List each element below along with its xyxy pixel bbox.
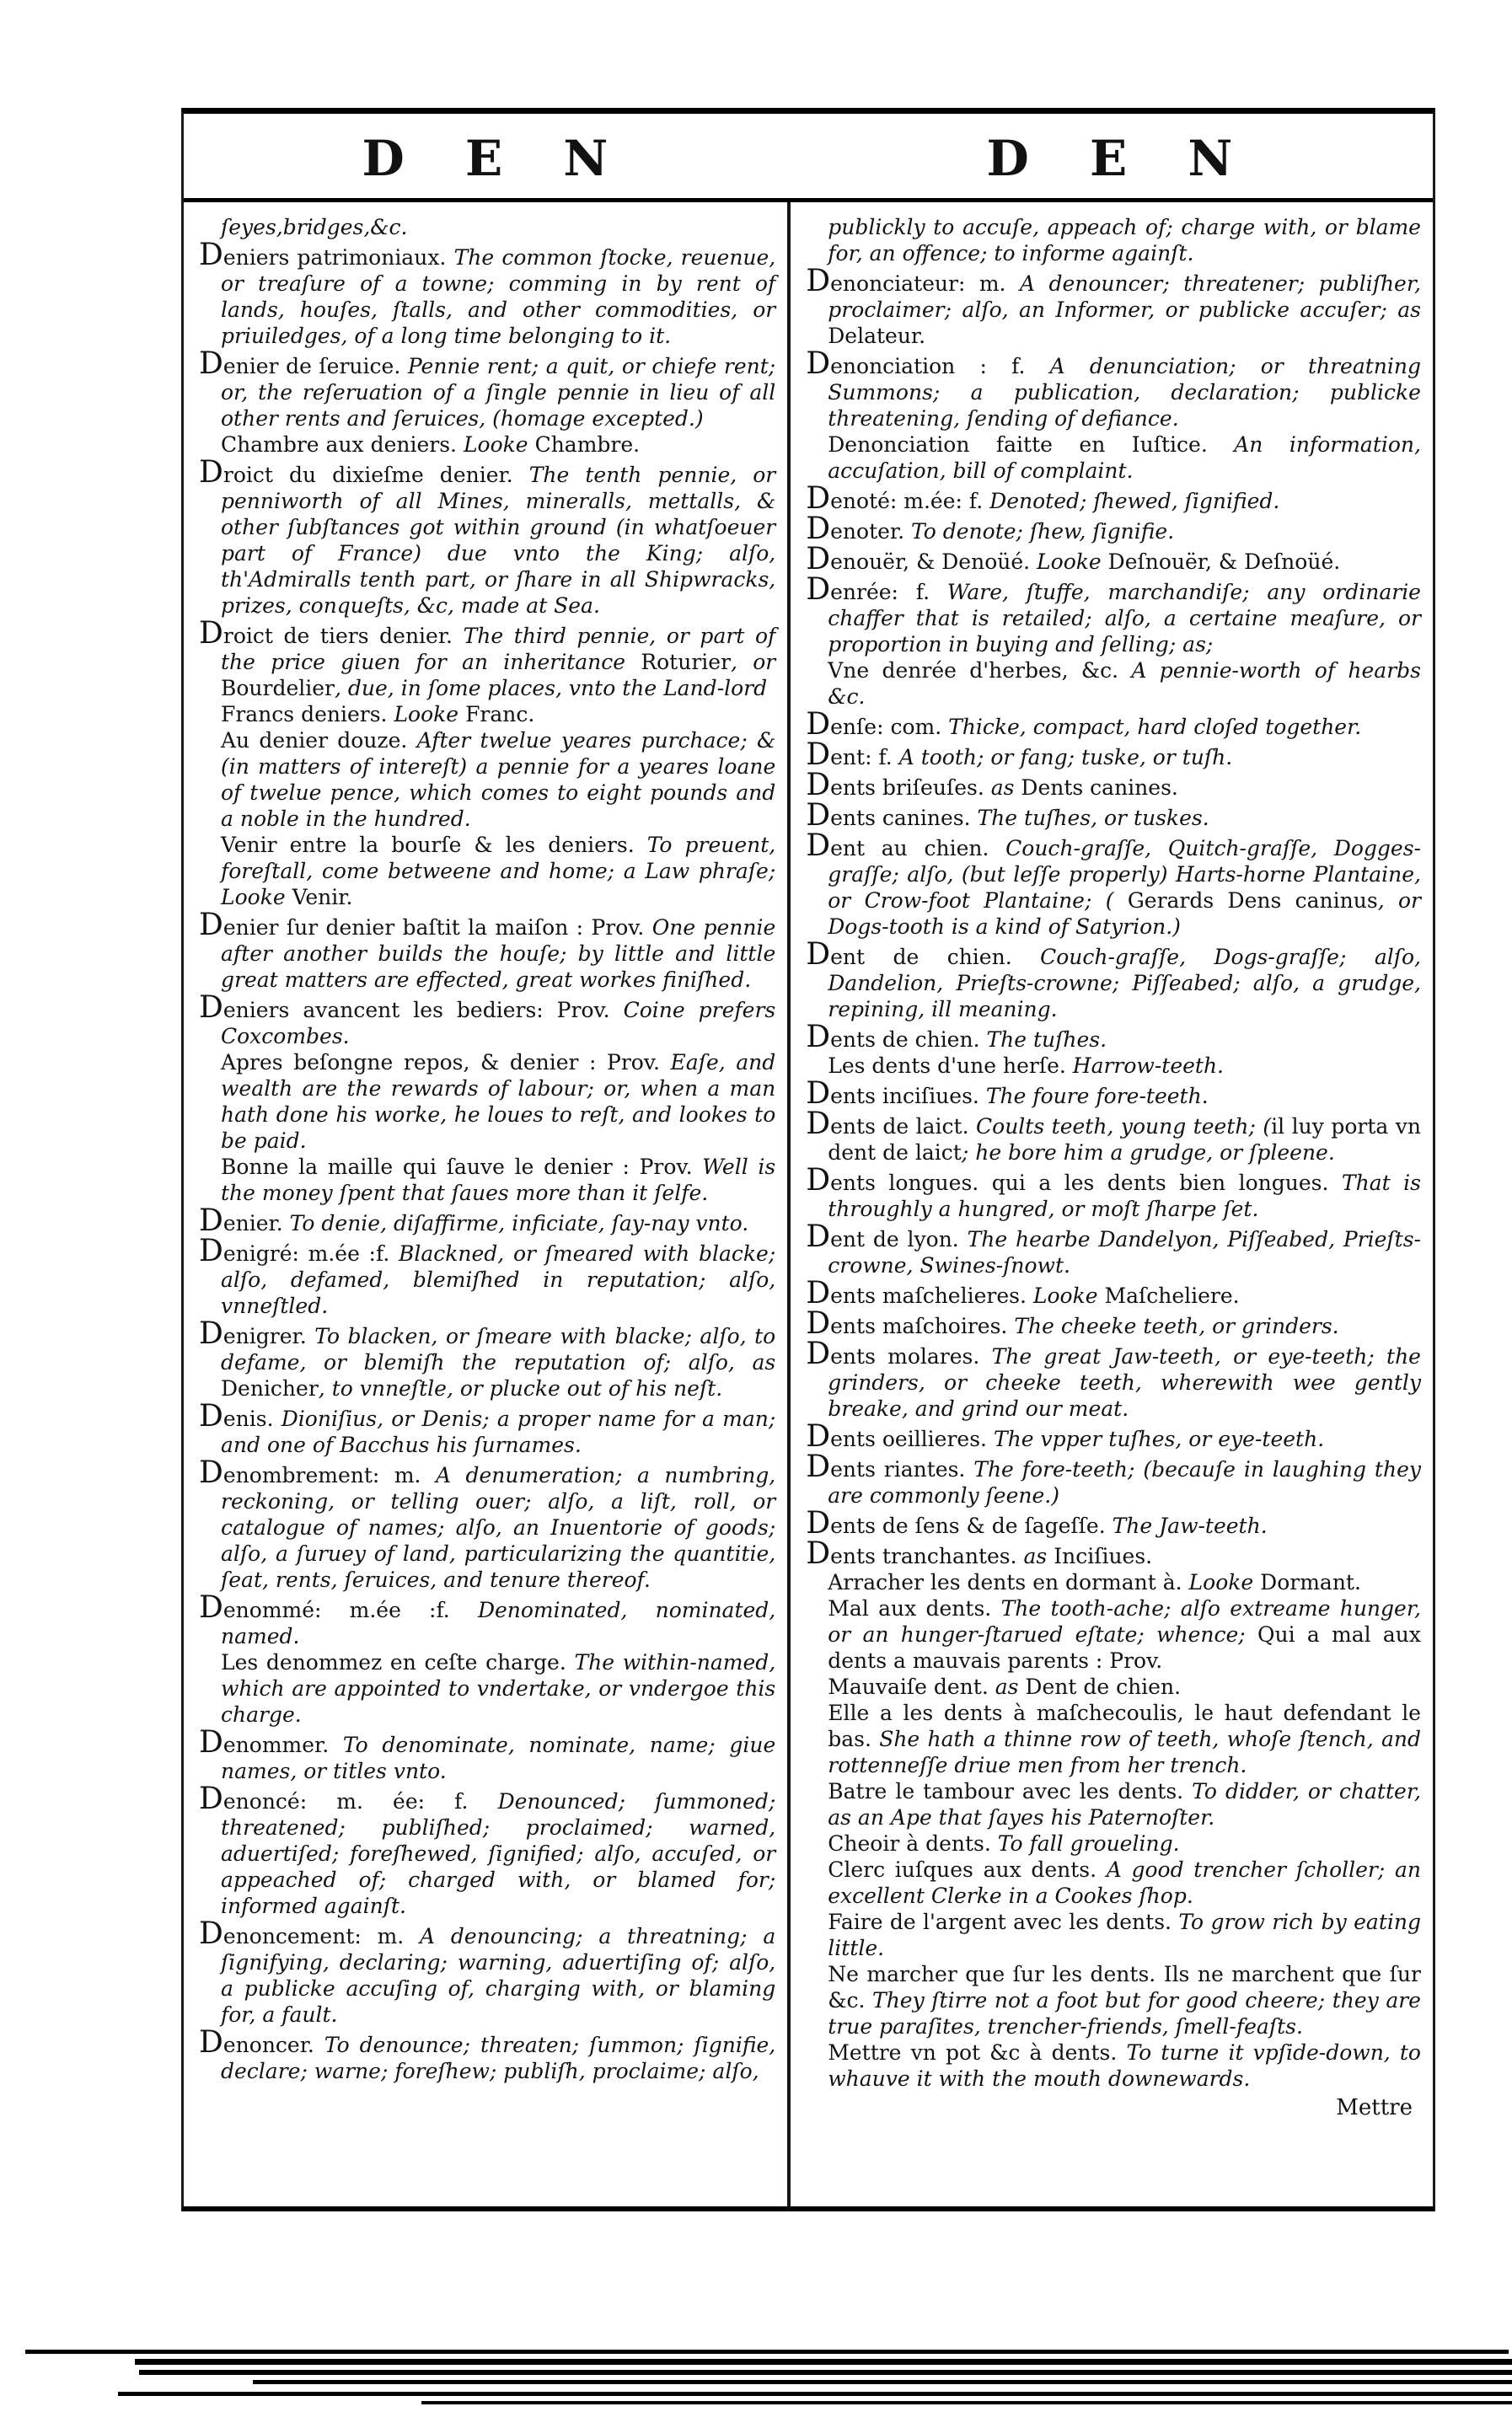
dictionary-entry [806,737,1421,772]
dictionary-entry [806,572,1421,657]
french-text: Faire de l'argent avec les dents. [828,1910,1179,1934]
scan-artifact [139,2370,1512,2375]
english-gloss: Pennie rent; a quit, or chiefe rent; or, the reſeruation of a ſingle pennie in lieu of all other rents and ſeruices, (homage excepted.) [221,354,776,431]
entry-initial-capital: D [199,346,223,381]
english-gloss: Harrow-teeth. [1072,1053,1225,1078]
english-gloss: Looke [1188,1570,1261,1595]
catchword: Mettre [1336,2095,1413,2120]
french-text: Denonciation faitte en Iuſtice. [828,432,1235,457]
dictionary-entry [199,1316,776,1402]
french-text: enis. [223,1407,281,1431]
french-text: enoncé: m. ée: f. [223,1789,498,1814]
english-gloss: To grow rich by eating little. [828,1910,1421,1960]
english-gloss: To denominate, nominate, name; giue names, or titles vnto. [221,1733,776,1783]
english-gloss: To turne it vpſide-down, to whauve it with the mouth downewards. [828,2040,1421,2091]
dictionary-entry [199,240,775,349]
running-head-right: D E N [986,130,1255,187]
entry-initial-capital: D [806,1306,831,1341]
dictionary-subentry [199,1154,775,1206]
right-column-entries [806,214,1421,2092]
dictionary-entry [199,1590,776,1649]
dictionary-subentry [806,1674,1421,1700]
english-gloss: To denounce; threaten; ſummon; ſignifie, declare; warne; foreſhew; publiſh, proclaime; alſo, [221,2033,776,2083]
english-gloss: A denumeration; a numbring, reckoning, or telling ouer; alſo, a liſt, roll, or catalogue of names; alſo, an Inuentorie of goods; alſo, a ſuruey of land, particularizing the quantitie, ſeat, rents, ſeruices, and tenure thereof. [221,1463,776,1592]
french-text: Batre le tambour avec les dents. [828,1779,1193,1804]
entry-initial-capital: D [806,798,831,833]
english-gloss: , to vnneſtle, or plucke out of his neſt. [318,1376,723,1401]
entry-initial-capital: D [806,828,831,863]
dictionary-entry [806,937,1421,1022]
french-text: Au denier douze. [221,728,417,753]
english-gloss: , due, in ſome places, vnto the Land-lord [335,676,768,700]
dictionary-entry [806,1536,1421,1571]
french-text: enonciateur: m. [830,271,1020,296]
french-text: Mettre vn pot &c à dents. [828,2040,1127,2065]
french-text: ents molares. [830,1344,992,1369]
entry-initial-capital: D [806,1219,831,1254]
french-text: Les dents d'une herſe. [828,1053,1073,1078]
english-gloss: The great Jaw-teeth, or eye-teeth; the grinders, or cheeke teeth, wherewith wee gently breake, and grind our meat. [828,1344,1421,1421]
french-text: ents inciſiues. [830,1084,986,1108]
french-text: Denicher [221,1376,319,1401]
dictionary-entry [199,455,776,619]
entry-initial-capital: D [806,512,831,546]
english-gloss: Looke [463,432,535,457]
french-text: Francs deniers. [221,702,394,726]
entry-initial-capital: D [199,1725,223,1760]
french-text: enombrement: m. [223,1463,436,1487]
dictionary-subentry [199,1049,775,1154]
english-gloss: To didder, or chatter, as an Ape that ſayes his Paternoſter. [828,1779,1421,1830]
french-text: ents de chien. [830,1027,987,1052]
entry-initial-capital: D [199,455,223,490]
english-gloss: A denunciation; or threatning Summons; a publication, declaration; publicke threatening, ſending of defiance. [828,354,1421,431]
entry-initial-capital: D [199,1399,223,1434]
dictionary-subentry [806,1595,1421,1674]
english-gloss: After twelue yeares purchace; & (in matters of intereſt) a pennie for a yeares loane of twelue pence, which comes to eight pounds and a noble in the hundred. [221,728,776,831]
entry-initial-capital: D [806,1107,831,1141]
dictionary-subentry [806,2039,1421,2092]
entry-initial-capital: D [806,572,831,607]
dictionary-entry [199,910,775,993]
english-gloss: The tenth pennie, or penniworth of all Mines, mineralls, mettalls, & other ſubſtances got within ground (in whatſoeuer part of France) due vnto the King; alſo, th'Admiralls tenth part, or ſhare in all Shipwracks, prizes, conqueſts, &c, made at Sea. [221,463,776,618]
dictionary-entry [806,266,1421,349]
english-gloss: Looke [1032,1284,1105,1308]
french-text: Mauvaiſe dent. [828,1675,995,1699]
english-gloss: The fore-teeth; (becauſe in laughing they are commonly ſeene.) [828,1457,1421,1508]
english-gloss: The common ſtocke, reuenue, or treaſure of a towne; comming in by rent of lands, houſes, ſtalls, and other commodities, or priuiledges, of a long time belonging to it. [221,245,776,348]
french-text: eniers avancent les bediers: Prov. [223,998,624,1022]
scan-artifact [118,2392,1512,2396]
dictionary-entry [199,2025,776,2084]
french-text: Venir. [292,885,353,909]
entry-initial-capital: D [199,1234,223,1268]
entry-initial-capital: D [199,1455,223,1490]
french-text: Arracher les dents en dormant à. [828,1570,1189,1595]
dictionary-entry [806,707,1421,742]
entry-initial-capital: D [199,1916,223,1951]
english-gloss: ſeyes,bridges,&c. [221,215,408,239]
french-text: Apres beſongne repos, & denier : Prov. [221,1050,671,1075]
french-text: Chambre. [534,432,641,457]
dictionary-entry [806,1339,1421,1422]
french-text: Dent de chien. [1025,1675,1182,1699]
dictionary-entry [806,1452,1421,1509]
english-gloss: Couch-graſſe, Dogs-graſſe; alſo, Dandelion, Prieſts-crowne; Piſſeabed; alſo, a grudge, repining, ill meaning. [828,945,1421,1021]
english-gloss: She hath a thinne row of teeth, whoſe ſtench, and rottenneſſe driue men from her trench. [828,1727,1421,1777]
entry-initial-capital: D [806,737,831,772]
french-text: ent au chien. [830,836,1006,860]
dictionary-entry [806,1278,1421,1309]
english-gloss: A denouncing; a threatning; a ſignifying, declaring; warning, aduertiſing of; alſo, a publicke accuſing of, charging with, or blaming for, a fault. [221,1924,776,2027]
english-gloss: , or Dogs-tooth is a kind of Satyrion.) [828,888,1421,939]
dictionary-entry [806,1163,1421,1222]
english-gloss: One pennie after another builds the houſe; by little and little great matters are effected, great workes finiſhed. [221,915,776,992]
french-text: enrée: f. [830,580,947,604]
english-gloss: To fall groueling. [997,1831,1180,1856]
english-gloss: To denie, diſaffirme, inficiate, ſay-nay vnto. [289,1211,749,1235]
english-gloss: Denominated, nominated, named. [221,1598,776,1648]
dictionary-subentry [806,1778,1421,1830]
french-text: ents maſchoires. [830,1314,1015,1338]
entry-initial-capital: D [806,542,831,576]
french-text: enigrer. [223,1324,315,1348]
running-head-left: D E N [362,130,630,187]
french-text: ent de lyon. [830,1227,968,1252]
dictionary-subentry [199,701,775,727]
english-gloss: That is throughly a hungred, or moſt ſharpe ſet. [828,1171,1421,1221]
dictionary-entry [806,514,1421,544]
french-text: enommer. [223,1733,343,1757]
entry-initial-capital: D [199,1782,223,1816]
french-text: enigré: m.ée :f. [223,1241,399,1266]
english-gloss: Eaſe, and wealth are the rewards of labour; or, when a man hath done his worke, he loues to reſt, and lookes to be paid. [221,1050,776,1153]
dictionary-entry [199,1784,775,1919]
scan-artifact [421,2401,1512,2404]
english-gloss: The hearbe Dandelyon, Piſſeabed, Prieſts-crowne, Swines-ſnowt. [828,1227,1421,1278]
english-gloss: as [1023,1544,1054,1568]
dictionary-entry [806,1076,1421,1111]
french-text: Venir entre la bourſe & les deniers. [221,833,647,857]
french-text: enommé: m.ée :f. [223,1598,478,1622]
dictionary-entry [806,1419,1421,1454]
english-gloss: Coults teeth, young teeth; ( [976,1114,1272,1139]
entry-initial-capital: D [199,908,223,942]
french-text: ents de ſens & de ſageſſe. [830,1514,1113,1538]
french-text: ents briſeuſes. [830,775,991,800]
entry-initial-capital: D [806,1076,831,1111]
english-gloss: , or [731,650,776,674]
english-gloss: Looke [394,702,466,726]
english-gloss: ; he bore him a grudge, or ſpleene. [961,1140,1335,1165]
english-gloss: Denounced; ſummoned; threatened; publiſhed; proclaimed; warned, aduertiſed; foreſhewed, ſignified; alſo, accuſed, or appeached of; charged with, or blamed for; informed againſt. [221,1789,776,1918]
dictionary-entry [806,1219,1421,1278]
dictionary-subentry [806,1700,1421,1778]
english-gloss: Blackned, or ſmeared with blacke; alſo, defamed, blemiſhed in reputation; alſo, vnneſtled. [221,1241,776,1318]
english-gloss: The cheeke teeth, or grinders. [1014,1314,1339,1338]
dictionary-entry [806,770,1421,801]
french-text: Gerards Dens caninus [1127,888,1378,913]
french-text: enier ſur denier baſtit la maiſon : Prov. [223,915,652,940]
english-gloss: Denoted; ſhewed, ſignified. [989,489,1280,513]
english-gloss: Couch-graſſe, Quitch-graſſe, Dogges-graſſe; alſo, (but leſſe properly) Harts-horne Plantaine, or Crow-foot Plantaine; ( [828,836,1421,913]
french-text: Bonne la maille qui ſauve le denier : Prov. [221,1155,703,1179]
french-text: il luy porta vn dent de laict [828,1114,1421,1165]
french-text: Les denommez en ceſte charge. [221,1650,575,1675]
dictionary-entry [806,544,1421,575]
dictionary-entry [806,481,1421,516]
english-gloss: The tooth-ache; alſo extreame hunger, or an hunger-ſtarued eſtate; whence; [828,1596,1421,1647]
dictionary-entry [806,1506,1421,1541]
french-text: Maſcheliere. [1104,1284,1240,1308]
french-text: Delateur. [828,324,926,348]
french-text: Bourdelier [221,676,335,700]
entry-initial-capital: D [199,2025,223,2060]
french-text: ents oeillieres. [830,1427,994,1451]
english-gloss: They ſtirre not a foot but for good cheere; they are true paraſites, trencher-friends, ſmell-feaſts. [828,1988,1421,2039]
french-text: enouër, & Denoüé. [830,549,1037,574]
english-gloss: A good trencher ſcholler; an excellent Clerke in a Cookes ſhop. [828,1857,1421,1908]
french-text: ents tranchantes. [830,1544,1024,1568]
entry-initial-capital: D [806,1506,831,1541]
french-text: ents riantes. [830,1457,974,1482]
french-text: Roturier [641,650,732,674]
entry-initial-capital: D [806,1419,831,1454]
french-text: Elle a les dents à maſchecoulis, le haut defendant le bas. [828,1701,1421,1751]
french-text: ent de chien. [830,945,1041,969]
french-text: Dents canines. [1021,775,1178,800]
french-text: Vne denrée d'herbes, &c. [828,658,1132,683]
french-text: enier de ſeruice. [223,354,408,378]
english-gloss: To denote; ſhew, ſignifie. [911,519,1175,544]
english-gloss: as [990,775,1021,800]
french-text: ents maſchelieres. [830,1284,1033,1308]
dictionary-subentry [806,1830,1421,1857]
english-gloss: Thicke, compact, hard cloſed together. [948,715,1362,739]
english-gloss: as [995,1675,1026,1699]
entry-initial-capital: D [806,707,831,742]
dictionary-entry [199,1455,776,1593]
dictionary-subentry [806,214,1421,266]
dictionary-entry [806,1306,1421,1341]
entry-initial-capital: D [199,990,223,1025]
english-gloss: Dioniſius, or Denis; a proper name for a man; and one of Bacchus his ſurnames. [221,1407,776,1457]
english-gloss: The within-named, which are appointed to vndertake, or vndergoe this charge. [221,1650,776,1727]
entry-initial-capital: D [806,1276,831,1310]
french-text: Mal aux dents. [828,1596,1001,1621]
english-gloss: publickly to accuſe, appeach of; charge with, or blame for, an offence; to informe againſt. [828,215,1421,265]
entry-initial-capital: D [199,1590,223,1625]
dictionary-subentry [199,832,775,910]
french-text: Clerc iuſques aux dents. [828,1857,1107,1882]
english-gloss: An information, accuſation, bill of complaint. [828,432,1421,483]
dictionary-subentry [806,657,1421,710]
english-gloss: A denouncer; threatener; publiſher, proclaimer; alſo, an Informer, or publicke accuſer; as [828,271,1421,322]
entry-initial-capital: D [199,1316,223,1351]
french-text: enoter. [830,519,912,544]
english-gloss: The tuſhes. [986,1027,1107,1052]
entry-initial-capital: D [806,937,831,972]
dictionary-entry [806,798,1421,833]
french-text: enoncement: m. [223,1924,421,1948]
right-column [791,202,1433,2206]
dictionary-entry [199,1399,776,1458]
english-gloss: Looke [1037,549,1108,574]
french-text: roict du dixieſme denier. [223,463,529,487]
french-text: Chambre aux deniers. [221,432,464,457]
entry-initial-capital: D [806,346,831,381]
dictionary-subentry [199,431,775,458]
dictionary-subentry [806,1053,1421,1079]
french-text: Cheoir à dents. [828,1831,998,1856]
dictionary-subentry [806,431,1421,484]
french-text: Dormant. [1260,1570,1361,1595]
dictionary-subentry [199,214,775,240]
french-text: enier. [223,1211,290,1235]
dictionary-entry [199,346,776,431]
dictionary-entry [806,346,1421,431]
english-gloss: Coine prefers Coxcombes. [221,998,776,1048]
entry-initial-capital: D [806,264,831,298]
dictionary-entry [806,1022,1421,1053]
french-text: roict de tiers denier. [223,624,464,648]
french-text: Qui a mal aux dents a mauvais parents : Prov. [828,1622,1421,1673]
dictionary-entry [199,1916,776,2028]
dictionary-subentry [199,727,775,832]
entry-initial-capital: D [806,768,831,802]
french-text: ents longues. qui a les dents bien longues. [830,1171,1342,1195]
dictionary-entry [199,1203,775,1238]
french-text: eniers patrimoniaux. [223,245,454,270]
running-head [184,114,1433,202]
french-text: enoncer. [223,2033,324,2057]
english-gloss: The Jaw-teeth. [1112,1514,1268,1538]
text-columns [184,202,1433,2206]
dictionary-subentry [806,1961,1421,2039]
dictionary-subentry [806,1909,1421,1961]
entry-initial-capital: D [199,616,223,651]
entry-initial-capital: D [199,1203,223,1238]
french-text: Inciſiues. [1054,1544,1153,1568]
dictionary-subentry [199,1649,775,1728]
dictionary-entry [806,1109,1421,1166]
english-gloss: The third pennie, or part of the price giuen for an inheritance [221,624,776,674]
entry-initial-capital: D [199,238,223,272]
french-text: Franc. [465,702,535,726]
printed-page-frame [181,108,1435,2211]
entry-initial-capital: D [806,1450,831,1484]
left-column [184,202,791,2206]
dictionary-entry [199,990,776,1049]
english-gloss: A tooth; or fang; tuske, or tuſh. [898,745,1233,769]
english-gloss: The vpper tuſhes, or eye-teeth. [993,1427,1325,1451]
entry-initial-capital: D [806,1536,831,1571]
english-gloss: Well is the money ſpent that ſaues more than it ſelfe. [221,1155,776,1205]
french-text: enoté: m.ée: f. [830,489,990,513]
dictionary-subentry [806,1569,1421,1595]
french-text: ent: f. [830,745,899,769]
dictionary-entry [199,1236,775,1319]
english-gloss: The foure fore-teeth. [985,1084,1209,1108]
entry-initial-capital: D [806,1337,831,1371]
entry-initial-capital: D [806,1020,831,1054]
dictionary-entry [806,828,1421,940]
scan-artifact [135,2359,1512,2365]
french-text: ents canines. [830,806,978,830]
entry-initial-capital: D [806,481,831,516]
french-text: enonciation : f. [830,354,1050,378]
english-gloss: A pennie-worth of hearbs &c. [828,658,1421,709]
dictionary-subentry [806,1857,1421,1909]
dictionary-entry [199,616,776,701]
scan-artifact [25,2350,1509,2354]
entry-initial-capital: D [806,1163,831,1198]
dictionary-entry [199,1725,776,1784]
french-text: Deſnouër, & Deſnoüé. [1107,549,1341,574]
scan-artifact [253,2380,1512,2384]
english-gloss: Ware, ſtuffe, marchandiſe; any ordinarie chaffer that is retailed; alſo, a certaine meaſure, or proportion in buying and ſelling; as; [828,580,1421,657]
french-text: Ne marcher que ſur les dents. Ils ne marchent que ſur &c. [828,1962,1421,2013]
french-text: ents de laict. [830,1114,977,1139]
english-gloss: To blacken, or ſmeare with blacke; alſo, to defame, or blemiſh the reputation of; alſo, as [221,1324,776,1375]
english-gloss: To preuent, foreſtall, come betweene and home; a Law phraſe; Looke [221,833,776,909]
french-text: enſe: com. [830,715,949,739]
english-gloss: The tuſhes, or tuskes. [977,806,1209,830]
